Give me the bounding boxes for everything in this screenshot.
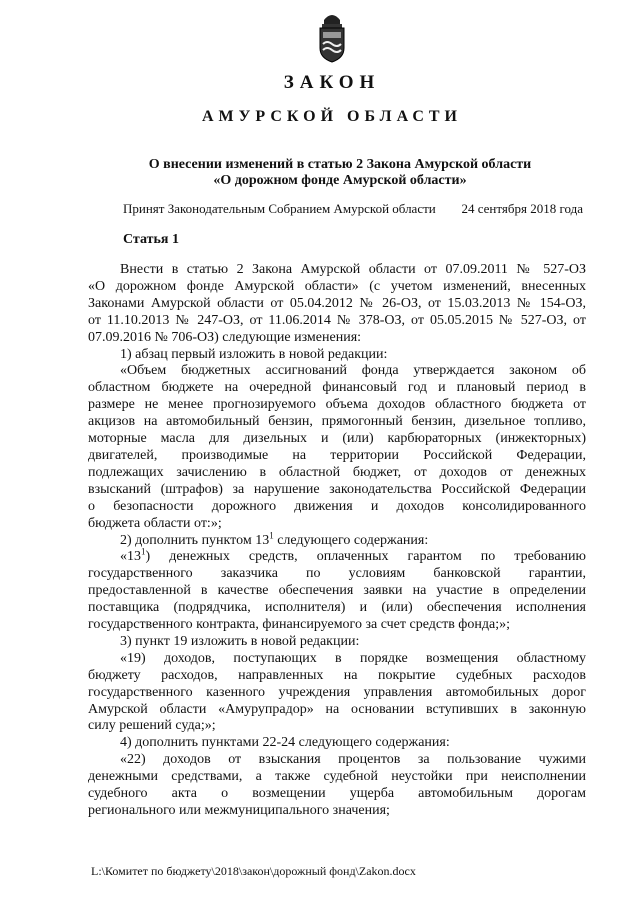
text-line: моторные масла для дизельных и (или) карбюраторных (инжекторных) — [88, 431, 586, 447]
text-line: 4) дополнить пунктами 22-24 следующего содержания: — [120, 735, 450, 751]
text-segment: следующего содержания: — [273, 532, 429, 548]
text-line: «О дорожном фонде Амурской области» (с учетом изменений, внесенных — [88, 278, 586, 294]
region-heading: АМУРСКОЙ ОБЛАСТИ — [202, 108, 462, 125]
article-heading: Статья 1 — [123, 232, 179, 247]
text-line: от 11.10.2013 № 247-ОЗ, от 11.06.2014 № 378-ОЗ, от 05.05.2015 № 527-ОЗ, от — [88, 312, 586, 328]
text-line: «19) доходов, поступающих в порядке возмещения областному — [120, 650, 586, 666]
text-line: предоставленной в качестве обеспечения заявки на участие в определении — [88, 583, 586, 599]
text-line: поставщика (подрядчика, исполнителя) и (или) обеспечения исполнения — [88, 600, 586, 616]
law-title-line-2: «О дорожном фонде Амурской области» — [213, 173, 467, 188]
coat-of-arms-icon — [314, 10, 350, 64]
text-line: бюджета области от:»; — [88, 515, 222, 531]
text-line: взысканий (штрафов) за нарушение законодательства Российской Федерации — [88, 481, 586, 497]
text-segment: ) денежных средств, оплаченных гарантом по требованию — [145, 549, 586, 565]
law-title-line-1: О внесении изменений в статью 2 Закона Амурской области — [148, 157, 532, 172]
text-line: Законами Амурской области от 05.04.2012 № 26-ОЗ, от 15.03.2013 № 154-ОЗ, — [88, 295, 586, 311]
text-line — [88, 546, 586, 566]
text-line: силу решений суда;»; — [88, 718, 216, 734]
text-line: акцизов на автомобильный бензин, прямогонный бензин, дизельное топливо, — [88, 414, 586, 430]
article-body — [88, 262, 586, 820]
text-line: бюджету расходов, направленных на покрытие судебных расходов — [88, 667, 586, 683]
text-segment: 2) дополнить пунктом 13 — [120, 532, 270, 548]
text-line: подлежащих зачислению в областной бюджет, от доходов от денежных — [88, 464, 586, 480]
text-line: двигателей, производимые на территории Российской Федерации, — [88, 447, 586, 463]
superscript: 1 — [141, 546, 146, 557]
text-line: областном бюджете на очередной финансовый год и плановый период в — [88, 380, 586, 396]
text-line — [88, 529, 586, 550]
adoption-line — [123, 201, 583, 217]
text-line: государственного контракта, финансируемого за счет средств фонда;»; — [88, 617, 510, 633]
adoption-date: 24 сентября 2018 года — [461, 201, 583, 216]
text-line: 1) абзац первый изложить в новой редакции: — [120, 346, 388, 362]
document-type-heading: ЗАКОН — [283, 72, 381, 93]
text-line: 3) пункт 19 изложить в новой редакции: — [120, 633, 360, 649]
text-line: государственного заказчика по условиям банковской гарантии, — [88, 566, 586, 582]
text-line: размере не менее прогнозируемого объема доходов областного бюджета от — [88, 397, 586, 413]
text-line: государственного казенного учреждения управления автомобильных дорог — [88, 684, 586, 700]
file-path-footer: L:\Комитет по бюджету\2018\закон\дорожный фонд\Zakon.docx — [91, 864, 416, 878]
text-line: «Объем бюджетных ассигнований фонда утверждается законом об — [120, 363, 586, 379]
text-line: «22) доходов от взыскания процентов за пользование чужими — [120, 752, 586, 768]
law-title — [100, 157, 580, 189]
text-line: Внести в статью 2 Закона Амурской области от 07.09.2011 № 527-ОЗ — [120, 262, 586, 277]
text-line: 07.09.2016 № 706-ОЗ) следующие изменения: — [88, 329, 362, 345]
superscript: 1 — [269, 529, 274, 540]
text-line: Амурской области «Амурупрадор» на основании вступивших в законную — [88, 701, 586, 717]
text-line: денежными средствами, а также судебной неустойки при неисполнении — [88, 769, 586, 785]
text-line: регионального или межмуниципального значения; — [88, 803, 390, 818]
text-line: судебного акта о возмещении ущерба автомобильным дорогам — [88, 786, 586, 802]
text-line: о безопасности дорожного движения и доходов консолидированного — [88, 498, 586, 514]
adoption-text: Принят Законодательным Собранием Амурской области — [123, 201, 436, 216]
text-segment: «13 — [120, 549, 141, 565]
